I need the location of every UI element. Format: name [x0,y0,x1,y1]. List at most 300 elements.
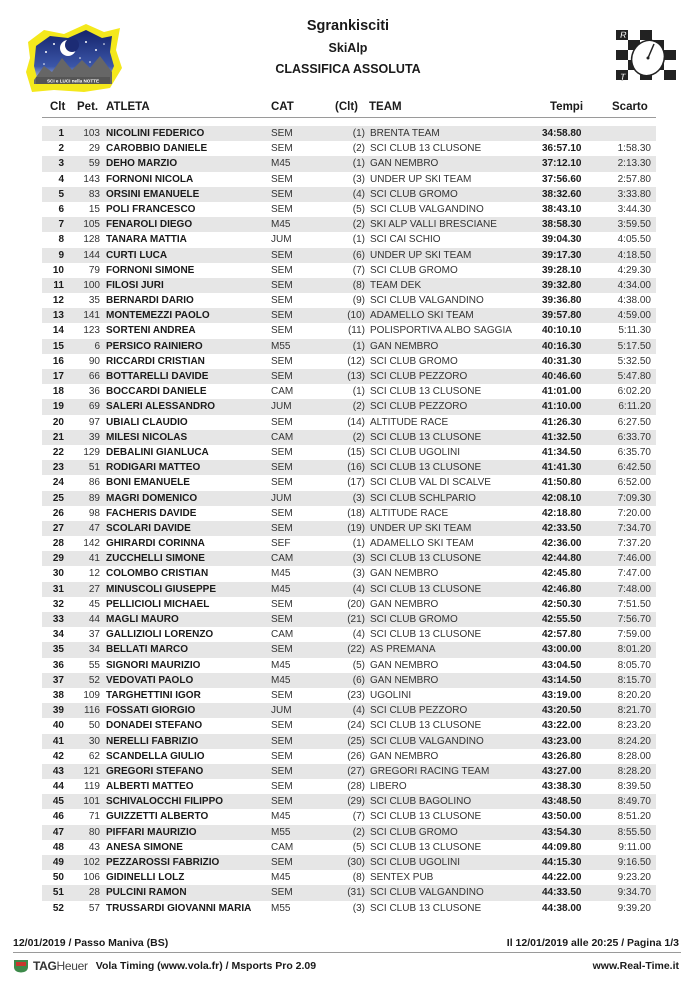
gap-cell: 5:11.30 [618,325,651,337]
bib-cell: 109 [83,689,100,701]
bib-cell: 57 [88,902,100,914]
time-cell: 38:58.30 [542,219,582,231]
svg-text:SCI e LUCI nella NOTTE: SCI e LUCI nella NOTTE [46,78,100,84]
bib-cell: 47 [88,522,100,534]
time-cell: 42:36.00 [542,538,582,550]
svg-text:T: T [620,72,626,82]
bib-cell: 36 [88,386,100,398]
table-row [42,885,656,900]
table-row [42,703,656,718]
athlete-name-cell: DEBALINI GIANLUCA [106,446,209,458]
table-row [42,263,656,278]
athlete-name-cell: UBIALI CLAUDIO [106,416,188,428]
gap-cell: 4:59.00 [617,310,651,322]
gap-cell: 3:44.30 [617,203,651,215]
athlete-name-cell: RODIGARI MATTEO [106,462,201,474]
category-rank-cell: (21) [347,614,365,625]
team-cell: SCI CLUB VALGANDINO [370,735,484,747]
gap-cell: 7:56.70 [617,614,651,625]
column-header-team: TEAM [369,101,402,113]
table-row [42,187,656,202]
gap-cell: 4:34.00 [617,279,651,291]
gap-cell: 7:09.30 [617,492,651,504]
team-cell: SCI CLUB 13 CLUSONE [370,431,482,443]
team-cell: SCI CLUB 13 CLUSONE [370,583,482,595]
table-row [42,688,656,703]
team-cell: ADAMELLO SKI TEAM [370,310,474,322]
category-rank-cell: (2) [352,826,365,838]
category-cell: SEM [271,857,293,868]
time-cell: 38:43.10 [542,203,582,215]
table-row [42,809,656,824]
time-cell: 43:27.00 [542,765,582,777]
team-cell: SENTEX PUB [370,872,434,884]
gap-cell: 6:35.70 [617,446,651,458]
athlete-name-cell: GHIRARDI CORINNA [106,538,205,550]
rank-cell: 17 [52,371,64,382]
bib-cell: 102 [83,857,100,868]
gap-cell: 7:51.50 [617,598,651,610]
table-row [42,339,656,354]
team-cell: SCI CLUB BAGOLINO [370,796,472,808]
category-rank-cell: (2) [352,143,365,155]
bib-cell: 105 [83,219,100,231]
athlete-name-cell: CURTI LUCA [106,249,168,261]
gap-cell: 8:24.20 [617,735,651,747]
bib-cell: 100 [83,279,100,291]
table-header [42,99,656,118]
tag-heuer-shield-icon [13,959,29,973]
rank-cell: 21 [52,431,64,443]
category-cell: SEM [271,371,293,382]
team-cell: UGOLINI [370,689,412,701]
rank-cell: 26 [52,507,64,519]
time-cell: 40:31.30 [542,355,582,367]
category-rank-cell: (25) [347,735,365,747]
team-cell: SCI CLUB PEZZORO [370,371,468,382]
bib-cell: 80 [88,826,100,838]
table-row [42,764,656,779]
rank-cell: 51 [52,887,64,899]
bib-cell: 66 [88,371,100,382]
athlete-name-cell: BELLATI MARCO [106,644,189,656]
category-rank-cell: (6) [352,249,365,261]
rank-cell: 31 [52,583,64,595]
team-cell: ALTITUDE RACE [370,507,449,519]
table-row [42,445,656,460]
athlete-name-cell: MONTEMEZZI PAOLO [106,310,210,322]
category-rank-cell: (3) [352,568,365,580]
category-rank-cell: (8) [352,872,365,884]
category-rank-cell: (2) [352,431,365,443]
time-cell: 43:04.50 [542,659,582,671]
time-cell: 43:00.00 [542,644,582,656]
event-discipline: SkiAlp [328,41,368,55]
category-rank-cell: (3) [352,173,365,185]
category-cell: SEM [271,796,293,808]
rank-cell: 19 [52,401,64,413]
time-cell: 42:33.50 [542,522,582,534]
time-cell: 43:23.00 [542,735,582,747]
rank-cell: 8 [58,234,64,246]
bib-cell: 69 [88,401,100,413]
gap-cell: 9:39.20 [617,902,651,914]
rank-cell: 16 [52,355,64,367]
athlete-name-cell: GALLIZIOLI LORENZO [106,629,214,641]
gap-cell: 7:34.70 [617,522,651,534]
category-cell: CAM [271,386,294,398]
time-cell: 41:32.50 [542,431,582,443]
rank-cell: 41 [52,735,64,747]
table-row [42,627,656,642]
athlete-name-cell: NICOLINI FEDERICO [106,128,205,139]
team-cell: SCI CLUB VAL DI SCALVE [370,477,491,489]
time-cell: 42:46.80 [542,583,582,595]
rank-cell: 13 [52,310,64,322]
athlete-name-cell: SCHIVALOCCHI FILIPPO [106,796,224,808]
bib-cell: 55 [88,659,100,671]
gap-cell: 5:47.80 [617,371,651,382]
bib-cell: 59 [88,158,100,170]
team-cell: GAN NEMBRO [370,598,439,610]
category-cell: SEM [271,720,293,732]
rank-cell: 1 [58,128,64,139]
gap-cell: 9:16.50 [617,857,651,868]
rank-cell: 4 [58,173,64,185]
athlete-name-cell: BONI EMANUELE [106,477,190,489]
team-cell: GREGORI RACING TEAM [370,765,490,777]
category-rank-cell: (2) [352,219,365,231]
category-cell: SEM [271,173,293,185]
real-time-logo [612,22,680,90]
classification-title: CLASSIFICA ASSOLUTA [275,62,421,76]
time-cell: 39:57.80 [542,310,582,322]
gap-cell: 6:33.70 [617,431,651,443]
bib-cell: 62 [88,750,100,762]
team-cell: SCI CLUB PEZZORO [370,401,468,413]
category-rank-cell: (7) [352,264,365,276]
category-rank-cell: (14) [347,416,365,428]
category-cell: M55 [271,340,291,352]
table-row [42,551,656,566]
category-rank-cell: (5) [352,659,365,671]
gap-cell: 4:18.50 [617,249,651,261]
category-rank-cell: (10) [347,310,365,322]
rank-cell: 28 [52,538,64,550]
time-cell: 40:46.60 [542,371,582,382]
athlete-name-cell: BERNARDI DARIO [106,295,194,307]
time-cell: 44:15.30 [542,857,582,868]
category-rank-cell: (4) [352,188,365,200]
results-table [42,126,656,916]
team-cell: GAN NEMBRO [370,674,439,686]
bib-cell: 28 [88,887,100,899]
rank-cell: 20 [52,416,64,428]
gap-cell: 8:21.70 [617,705,651,717]
category-cell: JUM [271,492,292,504]
category-cell: SEM [271,446,293,458]
table-row [42,734,656,749]
bib-cell: 83 [88,188,100,200]
website-link[interactable]: www.Real-Time.it [592,960,679,972]
column-header-atleta: ATLETA [106,101,150,113]
rank-cell: 29 [52,553,64,565]
time-cell: 41:10.00 [542,401,582,413]
bib-cell: 6 [94,340,100,352]
time-cell: 42:08.10 [542,492,582,504]
rank-cell: 18 [52,386,64,398]
category-cell: CAM [271,841,294,853]
bib-cell: 129 [83,446,100,458]
table-row [42,278,656,293]
category-cell: M55 [271,902,291,914]
bib-cell: 101 [83,796,100,808]
bib-cell: 103 [83,128,100,139]
gap-cell: 8:28.20 [617,765,651,777]
rank-cell: 44 [52,781,64,793]
athlete-name-cell: DONADEI STEFANO [106,720,203,732]
athlete-name-cell: VEDOVATI PAOLO [106,674,194,686]
gap-cell: 8:01.20 [617,644,651,656]
table-row [42,612,656,627]
category-rank-cell: (1) [352,234,365,246]
team-cell: SCI CLUB GROMO [370,188,458,200]
gap-cell: 7:48.00 [617,583,651,595]
rank-cell: 3 [58,158,64,170]
bib-cell: 27 [88,583,100,595]
team-cell: UNDER UP SKI TEAM [370,522,472,534]
table-row [42,536,656,551]
team-cell: SCI CLUB 13 CLUSONE [370,629,482,641]
time-cell: 42:44.80 [542,553,582,565]
category-rank-cell: (9) [352,295,365,307]
time-cell: 40:16.30 [542,340,582,352]
gap-cell: 4:05.50 [617,234,651,246]
time-cell: 39:04.30 [542,234,582,246]
category-rank-cell: (26) [347,750,365,762]
category-rank-cell: (1) [352,158,365,170]
category-rank-cell: (8) [352,279,365,291]
bib-cell: 144 [83,249,100,261]
rank-cell: 47 [52,826,64,838]
athlete-name-cell: SCANDELLA GIULIO [106,750,205,762]
software-credit: Vola Timing (www.vola.fr) / Msports Pro 2.09 [95,960,317,972]
category-rank-cell: (11) [347,325,365,337]
rank-cell: 5 [58,188,64,200]
table-row [42,901,656,916]
bib-cell: 51 [88,462,100,474]
bib-cell: 44 [88,614,100,625]
rank-cell: 2 [58,143,64,155]
time-cell: 43:50.00 [542,811,582,823]
table-row [42,232,656,247]
footer-date-location: 12/01/2019 / Passo Maniva (BS) [13,937,169,949]
athlete-name-cell: MINUSCOLI GIUSEPPE [106,583,217,595]
bib-cell: 142 [83,538,100,550]
bib-cell: 79 [88,264,100,276]
category-rank-cell: (22) [347,644,365,656]
team-cell: SCI CLUB VALGANDINO [370,295,484,307]
category-rank-cell: (13) [347,371,365,382]
athlete-name-cell: PULCINI RAMON [106,887,187,899]
table-row [42,172,656,187]
category-cell: SEM [271,416,293,428]
bib-cell: 41 [88,553,100,565]
athlete-name-cell: MAGLI MAURO [106,614,179,625]
category-cell: SEM [271,310,293,322]
gap-cell: 8:05.70 [617,659,651,671]
table-row [42,248,656,263]
gap-cell: 6:27.50 [617,416,651,428]
bib-cell: 37 [88,629,100,641]
athlete-name-cell: RICCARDI CRISTIAN [106,355,205,367]
time-cell: 44:09.80 [542,841,582,853]
rank-cell: 48 [52,841,64,853]
gap-cell: 2:57.80 [617,173,651,185]
rank-cell: 37 [52,674,64,686]
athlete-name-cell: ANESA SIMONE [106,841,183,853]
team-cell: SKI ALP VALLI BRESCIANE [370,219,497,231]
table-row [42,825,656,840]
time-cell: 41:26.30 [542,416,582,428]
athlete-name-cell: GIDINELLI LOLZ [106,872,185,884]
category-rank-cell: (27) [347,765,365,777]
time-cell: 42:45.80 [542,568,582,580]
team-cell: SCI CLUB 13 CLUSONE [370,902,482,914]
column-header-scarto: Scarto [612,101,648,113]
category-cell: SEM [271,781,293,793]
athlete-name-cell: GUIZZETTI ALBERTO [106,811,209,823]
team-cell: SCI CLUB 13 CLUSONE [370,841,482,853]
team-cell: SCI CLUB 13 CLUSONE [370,553,482,565]
table-row [42,354,656,369]
rank-cell: 23 [52,462,64,474]
category-cell: SEM [271,462,293,474]
bib-cell: 128 [83,234,100,246]
team-cell: SCI CAI SCHIO [370,234,441,246]
bib-cell: 43 [88,841,100,853]
table-row [42,460,656,475]
table-row [42,779,656,794]
team-cell: SCI CLUB PEZZORO [370,705,468,717]
category-cell: M45 [271,568,291,580]
category-cell: M45 [271,872,291,884]
category-cell: SEM [271,735,293,747]
category-cell: CAM [271,553,294,565]
athlete-name-cell: COLOMBO CRISTIAN [106,568,209,580]
rank-cell: 6 [58,203,64,215]
gap-cell: 9:11.00 [618,841,651,853]
table-row [42,582,656,597]
rank-cell: 12 [52,295,64,307]
rank-cell: 40 [52,720,64,732]
category-rank-cell: (1) [352,340,365,352]
category-rank-cell: (31) [347,887,365,899]
column-header-pet: Pet. [77,101,99,113]
team-cell: GAN NEMBRO [370,659,439,671]
event-title: Sgrankisciti [306,18,390,34]
gap-cell: 8:55.50 [617,826,651,838]
athlete-name-cell: SIGNORI MAURIZIO [106,659,201,671]
table-row [42,430,656,445]
bib-cell: 86 [88,477,100,489]
table-row [42,597,656,612]
team-cell: UNDER UP SKI TEAM [370,249,472,261]
athlete-name-cell: PEZZAROSSI FABRIZIO [106,857,220,868]
gap-cell: 6:02.20 [617,386,651,398]
gap-cell: 8:15.70 [617,674,651,686]
report-header [0,17,696,77]
category-cell: SEM [271,325,293,337]
category-rank-cell: (29) [347,796,365,808]
bib-cell: 116 [84,705,100,717]
time-cell: 39:32.80 [542,279,582,291]
category-rank-cell: (15) [347,446,365,458]
time-cell: 43:48.50 [542,796,582,808]
rank-cell: 14 [52,325,64,337]
category-rank-cell: (3) [352,492,365,504]
rank-cell: 34 [52,629,64,641]
table-row [42,658,656,673]
column-header-tempi: Tempi [550,101,584,113]
athlete-name-cell: MILESI NICOLAS [106,431,188,443]
bib-cell: 106 [83,872,100,884]
team-cell: SCI CLUB 13 CLUSONE [370,462,482,474]
bib-cell: 52 [88,674,100,686]
bib-cell: 35 [88,295,100,307]
gap-cell: 9:23.20 [617,872,651,884]
team-cell: GAN NEMBRO [370,158,439,170]
athlete-name-cell: PIFFARI MAURIZIO [106,826,197,838]
table-row [42,308,656,323]
time-cell: 44:33.50 [542,887,582,899]
category-cell: SEM [271,614,293,625]
athlete-name-cell: FENAROLI DIEGO [106,219,193,231]
athlete-name-cell: ORSINI EMANUELE [106,188,200,200]
time-cell: 38:32.60 [542,188,582,200]
time-cell: 39:17.30 [542,249,582,261]
time-cell: 42:57.80 [542,629,582,641]
category-rank-cell: (5) [352,203,365,215]
time-cell: 41:41.30 [542,462,582,474]
gap-cell: 8:23.20 [617,720,651,732]
category-cell: M45 [271,158,291,170]
category-rank-cell: (18) [347,507,365,519]
bib-cell: 50 [88,720,100,732]
time-cell: 37:12.10 [542,158,582,170]
athlete-name-cell: SORTENI ANDREA [106,325,196,337]
team-cell: BRENTA TEAM [370,128,440,139]
athlete-name-cell: GREGORI STEFANO [106,765,204,777]
category-cell: SEM [271,507,293,519]
rank-cell: 11 [53,279,64,291]
bib-cell: 119 [84,781,100,793]
athlete-name-cell: FOSSATI GIORGIO [106,705,196,717]
time-cell: 34:58.80 [542,128,582,139]
footer-printed-page: Il 12/01/2019 alle 20:25 / Pagina 1/3 [506,937,679,949]
category-cell: SEM [271,887,293,899]
gap-cell: 7:47.00 [617,568,651,580]
category-cell: M55 [271,826,291,838]
time-cell: 43:38.30 [542,781,582,793]
time-cell: 41:34.50 [542,446,582,458]
team-cell: GAN NEMBRO [370,568,439,580]
table-row [42,126,656,141]
category-rank-cell: (4) [352,629,365,641]
rank-cell: 50 [52,872,64,884]
table-row [42,794,656,809]
category-cell: CAM [271,431,294,443]
